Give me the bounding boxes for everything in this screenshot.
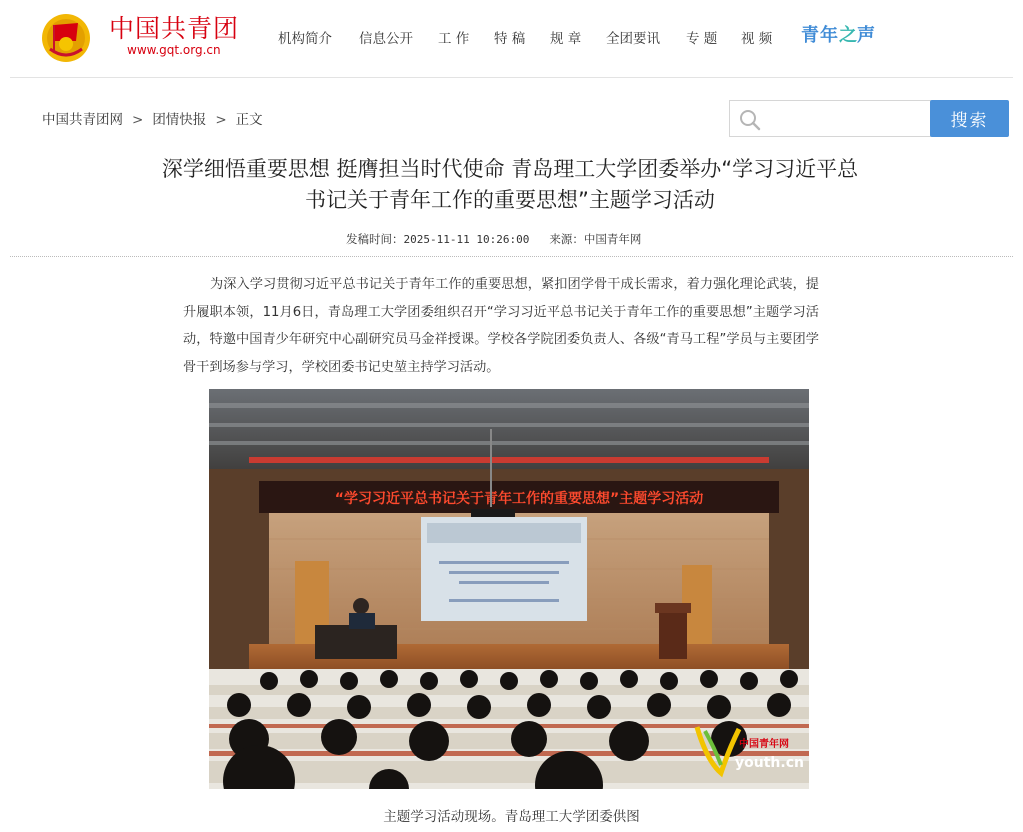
search-icon: [739, 109, 761, 131]
breadcrumb-home[interactable]: 中国共青团网: [42, 112, 123, 128]
nav-item-feature[interactable]: 特 稿: [494, 31, 526, 47]
youth-voice-logo[interactable]: [801, 21, 875, 53]
source-label: 来源：: [549, 232, 584, 246]
nav-item-info[interactable]: 信息公开: [359, 31, 413, 47]
search-box: [729, 100, 931, 137]
article-source[interactable]: 中国青年网: [583, 232, 642, 246]
site-name[interactable]: 中国共青团: [109, 14, 240, 43]
voice-logo-part-3: 声: [857, 25, 875, 46]
breadcrumb-separator: >: [132, 112, 144, 128]
search-button[interactable]: 搜索: [930, 100, 1009, 137]
article-meta: [346, 231, 641, 247]
breadcrumb: [42, 108, 263, 128]
lecture-hall-scene: [209, 389, 809, 789]
nav-item-topics[interactable]: 专 题: [686, 31, 718, 47]
watermark-bottom-text: youth.cn: [735, 755, 804, 771]
watermark-top-text: 中国青年网: [739, 739, 789, 750]
voice-logo-part-2: 之: [839, 25, 857, 46]
breadcrumb-section[interactable]: 团情快报: [152, 112, 207, 128]
article-title: 深学细悟重要思想 挺膺担当时代使命 青岛理工大学团委举办“学习习近平总书记关于青年工作的重要思想”主题学习活动: [161, 157, 859, 212]
nav-item-video[interactable]: 视 频: [741, 31, 773, 47]
nav-item-rules[interactable]: 规 章: [550, 31, 582, 47]
youth-league-emblem-icon[interactable]: [40, 11, 92, 63]
voice-logo-part-1: 青年: [801, 25, 839, 46]
article-photo[interactable]: [209, 389, 809, 789]
meta-divider: [10, 256, 1013, 257]
search-input[interactable]: [768, 105, 926, 132]
breadcrumb-current: 正文: [235, 112, 263, 128]
nav-item-news[interactable]: 全团要讯: [606, 31, 660, 47]
site-header: [0, 0, 1023, 78]
nav-item-work[interactable]: 工 作: [438, 31, 470, 47]
site-url[interactable]: www.gqt.org.cn: [127, 43, 221, 57]
nav-item-about[interactable]: 机构简介: [278, 31, 332, 47]
publish-time-label: 发稿时间：: [346, 232, 404, 246]
photo-caption: 主题学习活动现场。青岛理工大学团委供图: [383, 809, 640, 825]
article-paragraph: 为深入学习贯彻习近平总书记关于青年工作的重要思想，紧扣团学骨干成长需求，着力强化理论武装，提升履职本领，11月6日，青岛理工大学团委组织召开“学习习近平总书记关于青年工作的重要思想”主题学习活动，特邀中国青少年研究中心副研究员马金祥授课。学校各学院团委负责人、各级“青马工程”学员与主要团学骨干到场参与学习，学校团委书记史堃主持学习活动。: [183, 277, 819, 375]
header-divider: [10, 77, 1013, 78]
hall-banner-text: “学习习近平总书记关于青年工作的重要思想”主题学习活动: [334, 491, 704, 507]
breadcrumb-separator: >: [215, 112, 227, 128]
publish-time: 2025-11-11 10:26:00: [403, 233, 530, 246]
